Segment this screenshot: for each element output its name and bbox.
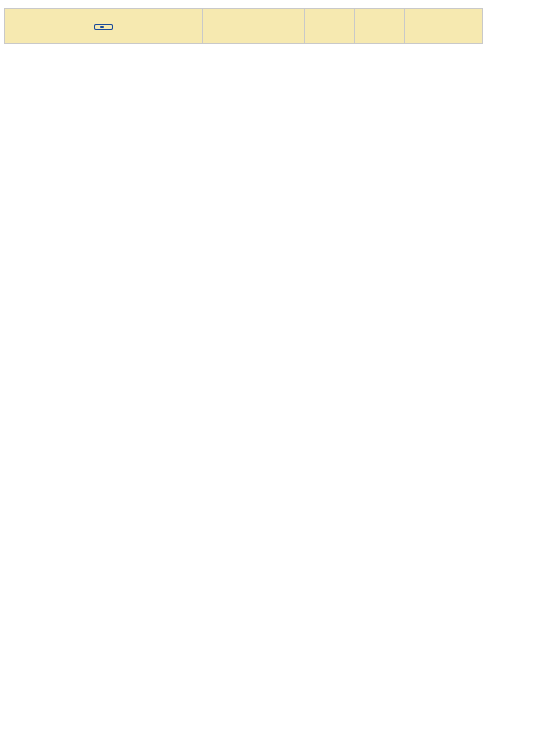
forecast-header — [405, 9, 483, 44]
logo-pv — [100, 26, 104, 28]
price-table — [4, 8, 483, 44]
logo-cell — [5, 9, 203, 44]
table-header — [5, 9, 483, 44]
change-abs-header — [355, 9, 405, 44]
infolink-logo — [94, 24, 113, 30]
change-pct-header — [305, 9, 355, 44]
spot-price-header — [203, 9, 305, 44]
